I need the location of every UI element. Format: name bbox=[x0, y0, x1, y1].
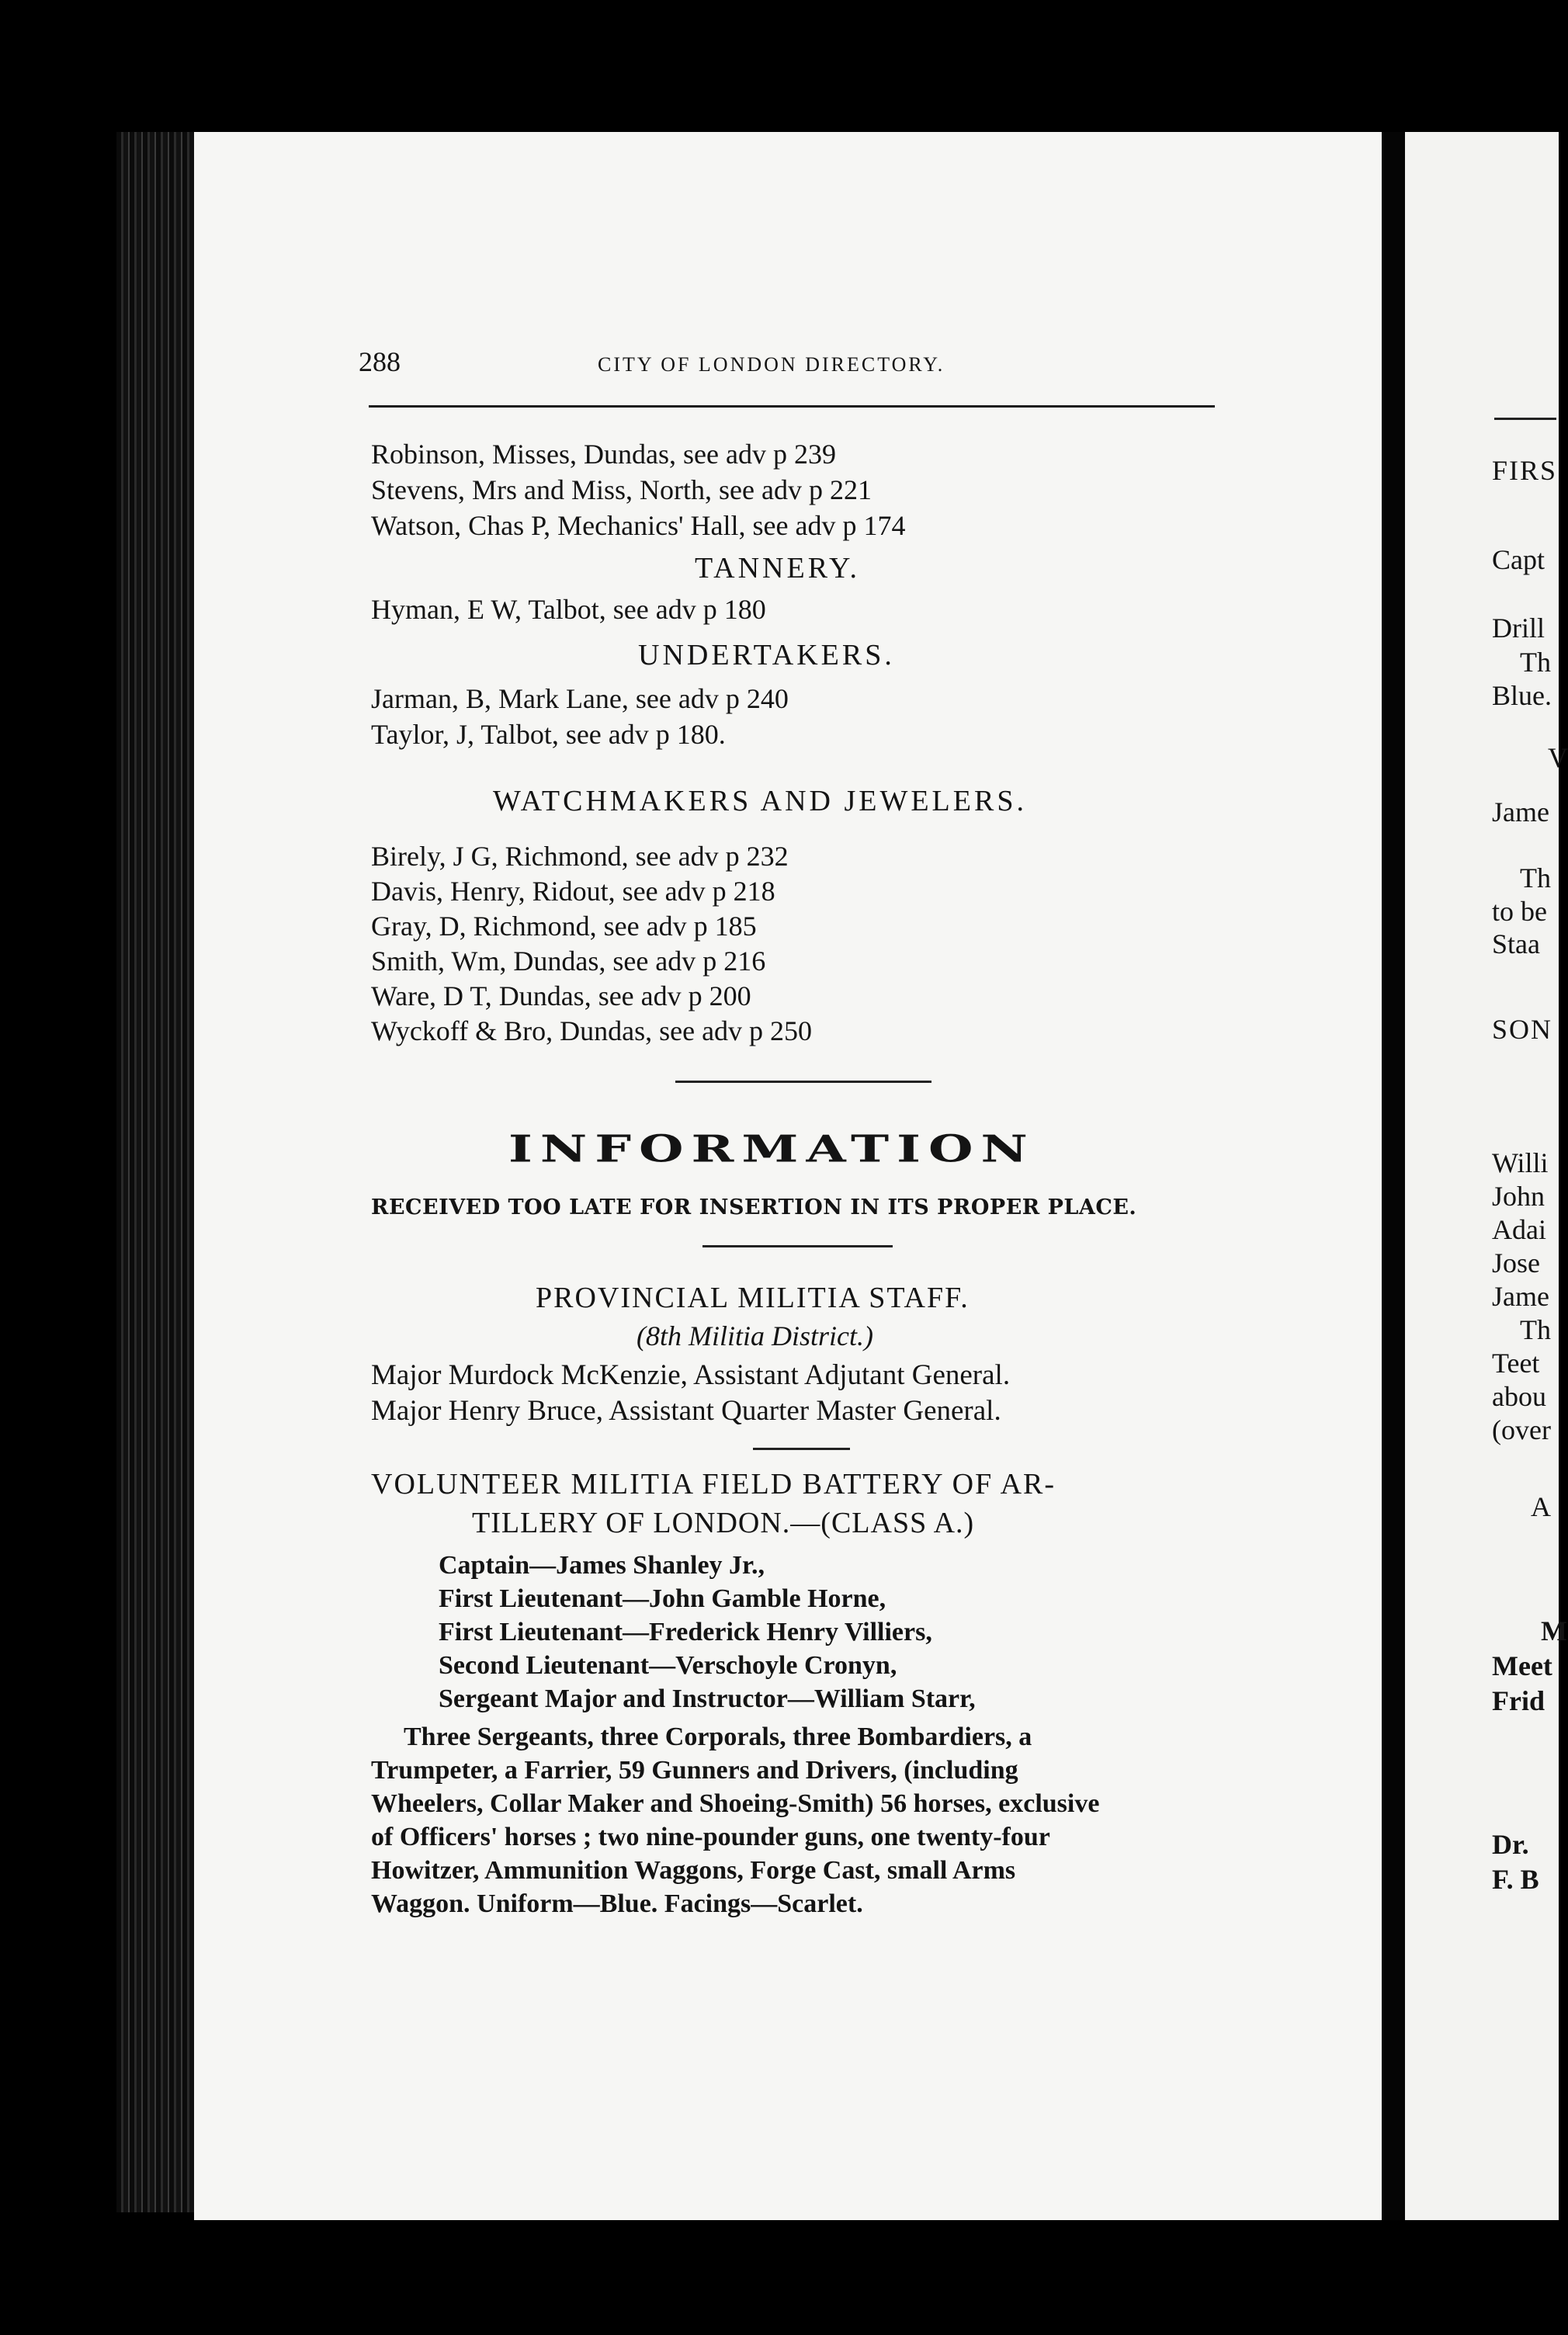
right-fragment: A bbox=[1531, 1491, 1551, 1522]
list-item: Taylor, J, Talbot, see adv p 180. bbox=[371, 719, 726, 750]
right-fragment: F. B bbox=[1492, 1864, 1539, 1895]
paragraph-line: Three Sergeants, three Corporals, three Bombardiers, a bbox=[404, 1723, 1032, 1751]
paragraph-line: Waggon. Uniform—Blue. Facings—Scarlet. bbox=[371, 1889, 863, 1918]
right-fragment: FIRS bbox=[1492, 455, 1558, 486]
list-item: Jarman, B, Mark Lane, see adv p 240 bbox=[371, 683, 789, 714]
divider bbox=[675, 1081, 931, 1083]
list-item: Major Murdock McKenzie, Assistant Adjutant General. bbox=[371, 1359, 1011, 1391]
right-fragment: Jose bbox=[1492, 1247, 1540, 1279]
right-fragment: Jame bbox=[1492, 796, 1549, 827]
list-item: Gray, D, Richmond, see adv p 185 bbox=[371, 911, 757, 942]
list-item: Ware, D T, Dundas, see adv p 200 bbox=[371, 980, 751, 1011]
right-fragment: Blue. bbox=[1492, 680, 1552, 711]
list-item: Major Henry Bruce, Assistant Quarter Master General. bbox=[371, 1395, 1001, 1427]
right-fragment: Capt bbox=[1492, 544, 1545, 575]
right-fragment: John bbox=[1492, 1181, 1545, 1212]
divider bbox=[702, 1245, 893, 1247]
right-fragment: Willi bbox=[1492, 1147, 1549, 1178]
list-item: Robinson, Misses, Dundas, see adv p 239 bbox=[371, 439, 836, 470]
header-rule bbox=[369, 405, 1215, 408]
divider bbox=[753, 1448, 850, 1450]
list-item: Stevens, Mrs and Miss, North, see adv p 221 bbox=[371, 474, 872, 505]
list-item: Watson, Chas P, Mechanics' Hall, see adv p 174 bbox=[371, 510, 906, 541]
section-heading-battery-cont: TILLERY OF LONDON.—(CLASS A.) bbox=[472, 1507, 975, 1539]
right-fragment: Jame bbox=[1492, 1281, 1549, 1312]
section-heading-tannery: TANNERY. bbox=[695, 552, 861, 585]
right-fragment: abou bbox=[1492, 1381, 1546, 1412]
right-fragment: Th bbox=[1520, 1314, 1551, 1345]
list-item: Smith, Wm, Dundas, see adv p 216 bbox=[371, 945, 766, 977]
section-heading-battery: VOLUNTEER MILITIA FIELD BATTERY OF AR- bbox=[371, 1468, 1056, 1501]
right-fragment: Teet bbox=[1492, 1348, 1540, 1379]
section-subheading: (8th Militia District.) bbox=[637, 1320, 873, 1351]
page-number: 288 bbox=[359, 346, 401, 377]
officer-line: First Lieutenant—John Gamble Horne, bbox=[439, 1584, 886, 1613]
paragraph-line: of Officers' horses ; two nine-pounder guns, one twenty-four bbox=[371, 1823, 1050, 1851]
right-page-rule bbox=[1494, 418, 1556, 420]
right-fragment: Dr. bbox=[1492, 1829, 1529, 1860]
officer-line: Second Lieutenant—Verschoyle Cronyn, bbox=[439, 1651, 897, 1680]
right-fragment: M bbox=[1541, 1615, 1567, 1646]
officer-line: First Lieutenant—Frederick Henry Villiers, bbox=[439, 1618, 932, 1646]
officer-line: Sergeant Major and Instructor—William Starr, bbox=[439, 1684, 976, 1713]
list-item: Wyckoff & Bro, Dundas, see adv p 250 bbox=[371, 1015, 813, 1046]
list-item: Hyman, E W, Talbot, see adv p 180 bbox=[371, 594, 766, 625]
information-title: INFORMATION bbox=[508, 1127, 1036, 1171]
officer-line: Captain—James Shanley Jr., bbox=[439, 1551, 765, 1580]
list-item: Davis, Henry, Ridout, see adv p 218 bbox=[371, 876, 775, 907]
paragraph-line: Trumpeter, a Farrier, 59 Gunners and Drivers, (including bbox=[371, 1756, 1018, 1785]
right-fragment: Frid bbox=[1492, 1685, 1545, 1716]
right-fragment: Meet bbox=[1492, 1650, 1552, 1681]
paragraph-line: Howitzer, Ammunition Waggons, Forge Cast, small Arms bbox=[371, 1856, 1016, 1885]
right-fragment: to be bbox=[1492, 896, 1547, 927]
section-heading-watchmakers: WATCHMAKERS AND JEWELERS. bbox=[493, 785, 1027, 817]
right-fragment: (over bbox=[1492, 1414, 1551, 1445]
right-fragment: Th bbox=[1520, 647, 1551, 678]
book-spine bbox=[116, 132, 202, 2212]
right-fragment: Th bbox=[1520, 862, 1551, 893]
right-fragment: V bbox=[1548, 742, 1568, 773]
paragraph-line: Wheelers, Collar Maker and Shoeing-Smith) 56 horses, exclusive bbox=[371, 1789, 1100, 1818]
page-gutter bbox=[1382, 132, 1405, 2220]
right-fragment: Adai bbox=[1492, 1214, 1546, 1245]
right-fragment: SON bbox=[1492, 1014, 1553, 1045]
section-heading-militia-staff: PROVINCIAL MILITIA STAFF. bbox=[536, 1282, 970, 1314]
list-item: Birely, J G, Richmond, see adv p 232 bbox=[371, 841, 789, 872]
section-heading-undertakers: UNDERTAKERS. bbox=[638, 639, 895, 671]
information-subtitle: RECEIVED TOO LATE FOR INSERTION IN ITS PROPER PLACE. bbox=[371, 1195, 1137, 1220]
right-fragment: Staa bbox=[1492, 928, 1540, 959]
right-fragment: Drill bbox=[1492, 612, 1545, 644]
running-title: CITY OF LONDON DIRECTORY. bbox=[598, 353, 945, 376]
